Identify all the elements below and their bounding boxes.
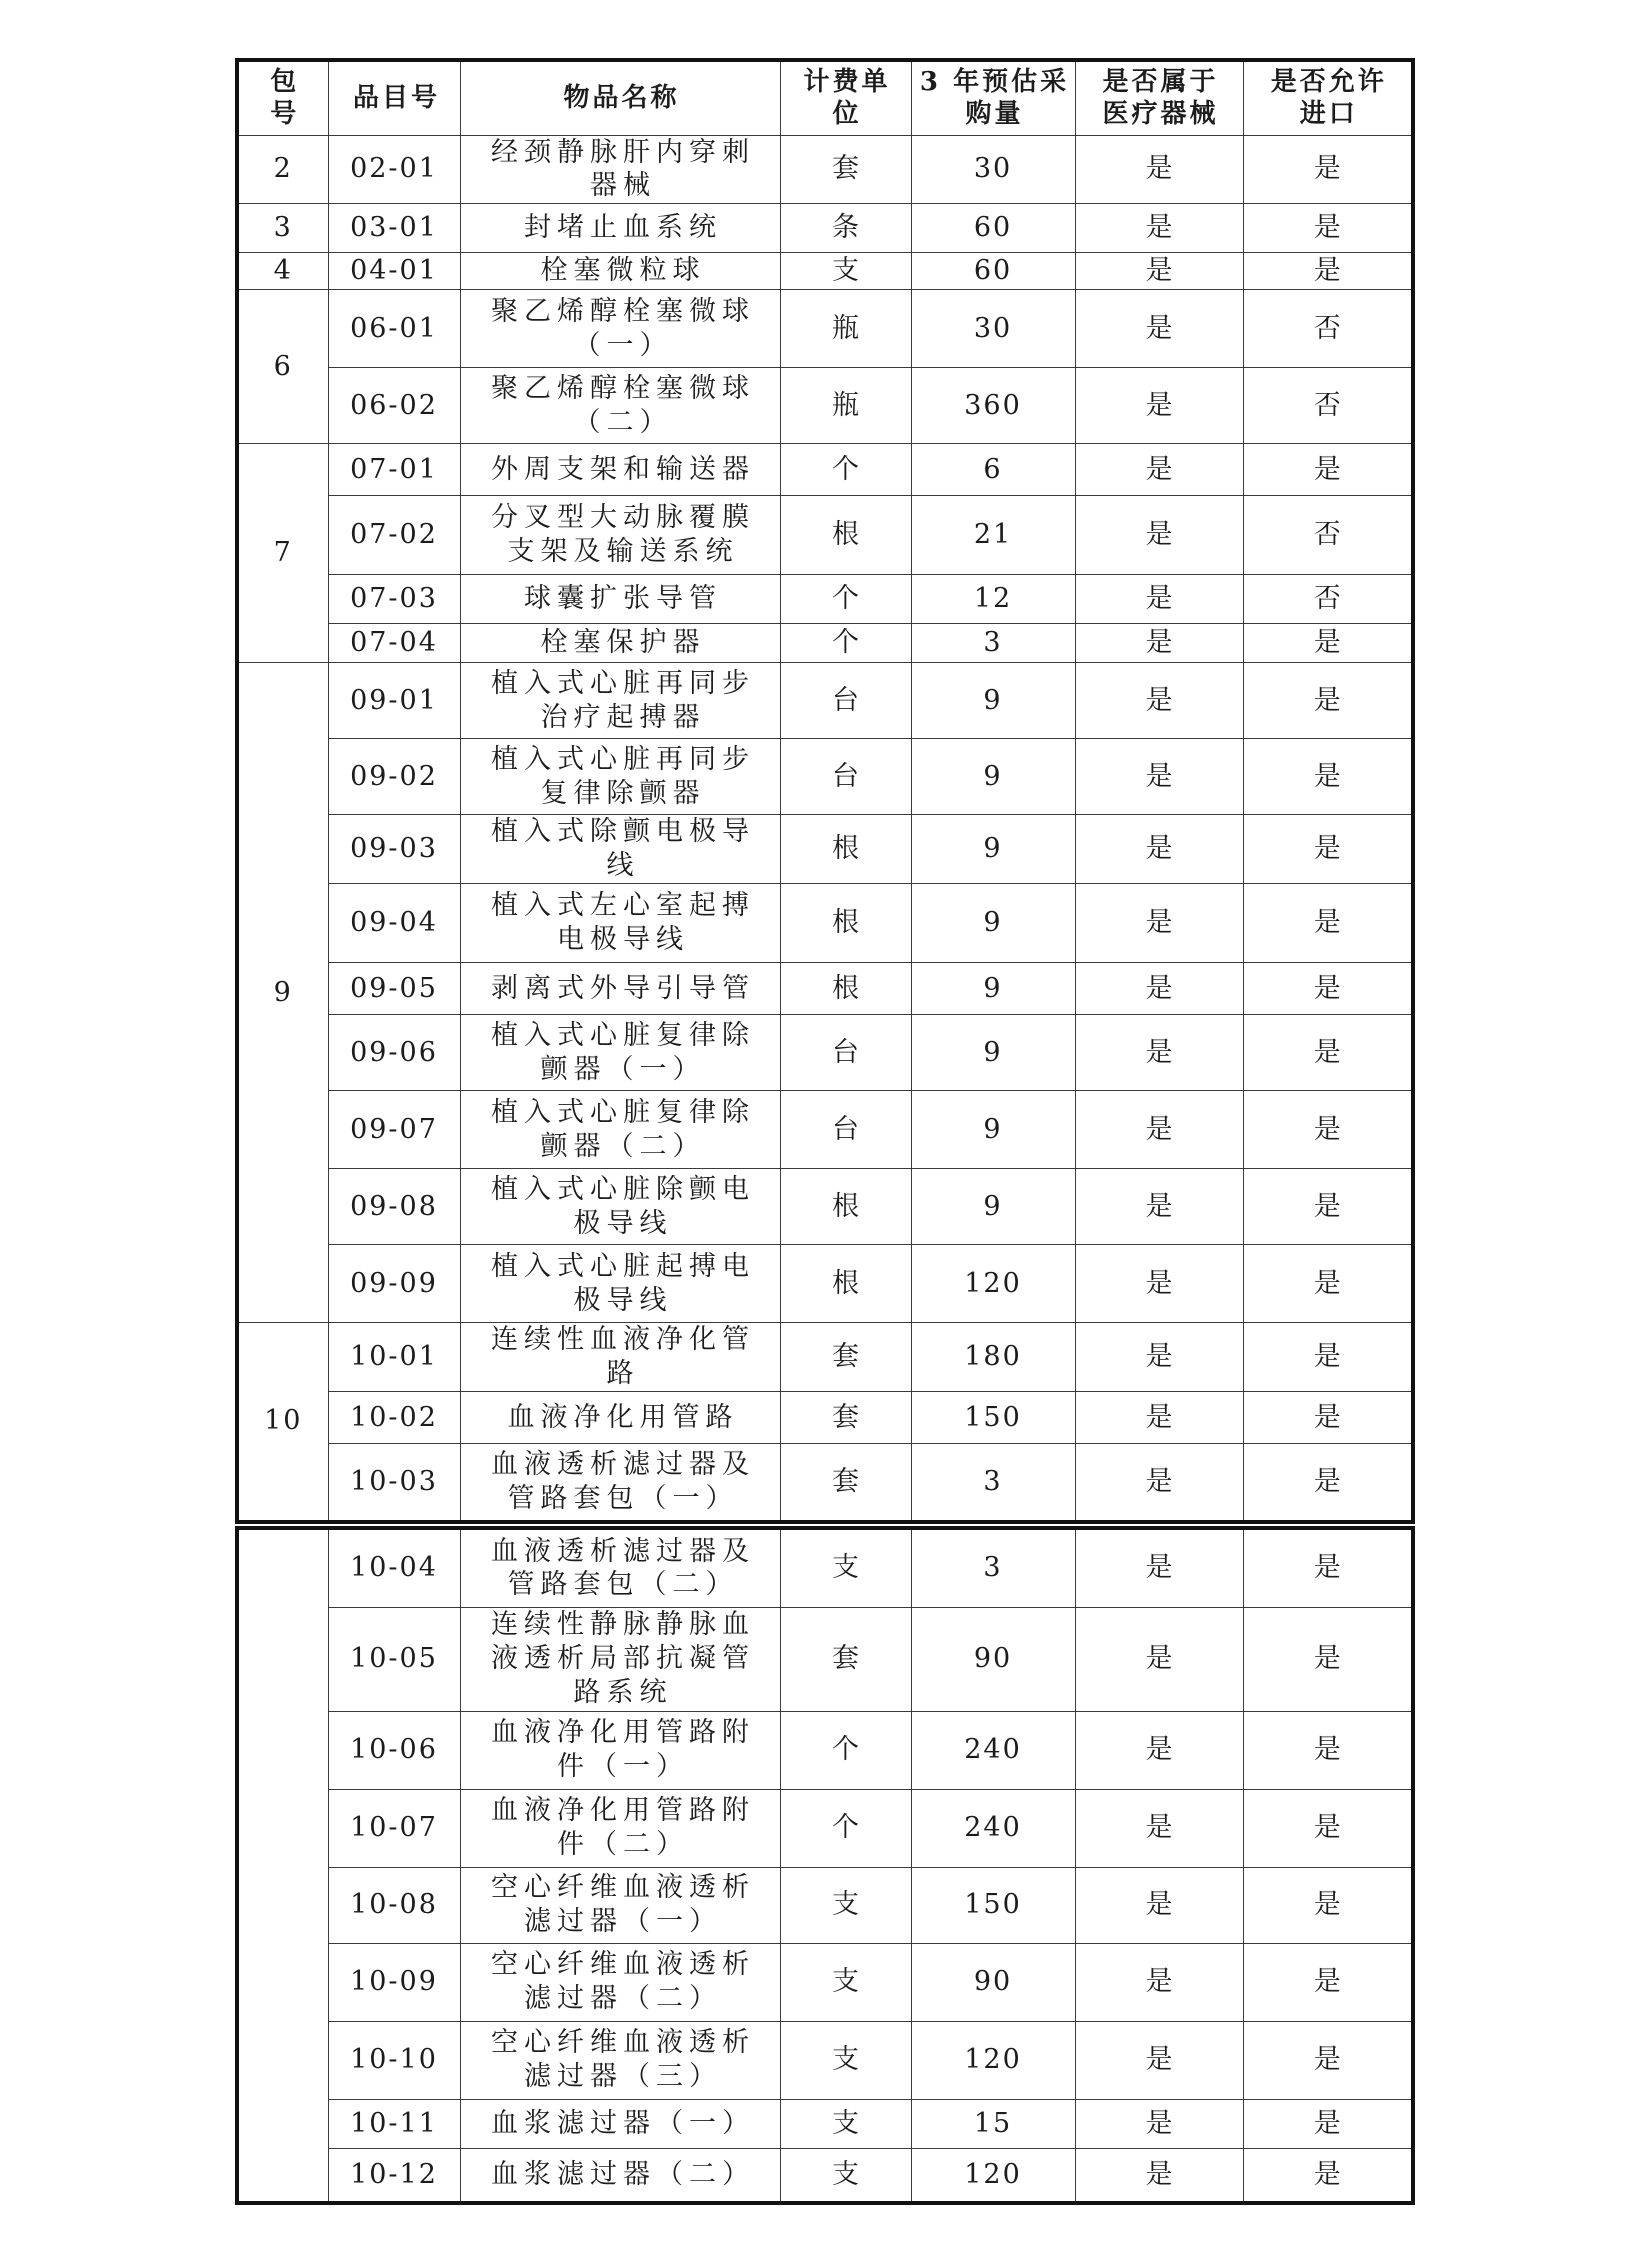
- item-name-text: 栓塞保护器: [540, 627, 706, 659]
- billing-unit-cell: 支: [780, 1943, 911, 2021]
- medical-device-cell: 是: [1075, 1943, 1243, 2021]
- quantity-cell: 9: [911, 884, 1075, 963]
- quantity-cell: 21: [911, 496, 1075, 575]
- table-row: [237, 204, 1413, 253]
- billing-unit-cell: 台: [780, 663, 911, 739]
- item-name-cell: [460, 1867, 780, 1943]
- header-import-allowed-text: 是否允许进口: [1270, 66, 1387, 130]
- medical-device-cell: 是: [1075, 204, 1243, 253]
- table-row: [237, 1943, 1413, 2021]
- import-allowed-cell: 是: [1243, 1711, 1413, 1789]
- table-row: [237, 135, 1413, 204]
- item-code-cell: 10-10: [328, 2021, 460, 2099]
- item-name-text: 连续性血液净化管路: [491, 1324, 755, 1389]
- item-code-cell: 09-03: [328, 815, 460, 884]
- import-allowed-cell: 是: [1243, 135, 1413, 204]
- medical-device-cell: 是: [1075, 1392, 1243, 1444]
- medical-device-cell: 是: [1075, 290, 1243, 368]
- item-name-cell: [460, 444, 780, 496]
- item-name-text: 植入式心脏复律除颤器（二）: [491, 1096, 755, 1162]
- quantity-cell: 30: [911, 135, 1075, 204]
- billing-unit-cell: 套: [780, 1392, 911, 1444]
- table-row: [237, 575, 1413, 624]
- quantity-cell: 9: [911, 1015, 1075, 1091]
- item-name-cell: [460, 739, 780, 815]
- item-name-cell: [460, 1015, 780, 1091]
- quantity-cell: 180: [911, 1323, 1075, 1392]
- item-name-text: 空心纤维血液透析滤过器（三）: [491, 2027, 755, 2092]
- medical-device-cell: 是: [1075, 496, 1243, 575]
- item-name-cell: [460, 368, 780, 444]
- billing-unit-cell: 个: [780, 575, 911, 624]
- table-row: [237, 1169, 1413, 1245]
- item-name-text: 血液净化用管路附件（二）: [491, 1795, 755, 1860]
- quantity-cell: 60: [911, 204, 1075, 253]
- item-name-cell: [460, 884, 780, 963]
- item-code-cell: 02-01: [328, 135, 460, 204]
- medical-device-cell: 是: [1075, 1867, 1243, 1943]
- import-allowed-cell: 是: [1243, 2148, 1413, 2203]
- billing-unit-cell: 瓶: [780, 368, 911, 444]
- item-name-text: 剥离式外导引导管: [491, 972, 755, 1004]
- table-row: [237, 1867, 1413, 1943]
- quantity-cell: 120: [911, 1245, 1075, 1323]
- item-name-text: 分叉型大动脉覆膜支架及输送系统: [491, 502, 755, 567]
- item-code-cell: 10-11: [328, 2099, 460, 2148]
- table-row: [237, 1323, 1413, 1392]
- import-allowed-cell: 是: [1243, 624, 1413, 663]
- medical-device-cell: 是: [1075, 1607, 1243, 1711]
- medical-device-cell: 是: [1075, 663, 1243, 739]
- item-code-cell: 09-01: [328, 663, 460, 739]
- medical-device-cell: 是: [1075, 624, 1243, 663]
- item-name-cell: [460, 1323, 780, 1392]
- billing-unit-cell: 套: [780, 135, 911, 204]
- item-code-cell: 10-09: [328, 1943, 460, 2021]
- billing-unit-cell: 个: [780, 1711, 911, 1789]
- item-name-cell: [460, 2148, 780, 2203]
- import-allowed-cell: 是: [1243, 1528, 1413, 1607]
- table-row: [237, 1607, 1413, 1711]
- quantity-cell: 90: [911, 1943, 1075, 2021]
- item-name-text: 球囊扩张导管: [524, 583, 722, 615]
- header-package-no-text: 包号: [270, 66, 300, 130]
- table-row: [237, 444, 1413, 496]
- import-allowed-cell: 是: [1243, 1789, 1413, 1867]
- item-name-text: 连续性静脉静脉血液透析局部抗凝管路系统: [491, 1609, 755, 1708]
- medical-device-cell: 是: [1075, 1711, 1243, 1789]
- quantity-cell: 360: [911, 368, 1075, 444]
- item-code-cell: 10-04: [328, 1528, 460, 1607]
- medical-device-cell: 是: [1075, 1528, 1243, 1607]
- import-allowed-cell: 是: [1243, 1323, 1413, 1392]
- quantity-cell: 150: [911, 1867, 1075, 1943]
- item-name-cell: [460, 624, 780, 663]
- item-name-cell: [460, 496, 780, 575]
- quantity-cell: 30: [911, 290, 1075, 368]
- quantity-cell: 120: [911, 2021, 1075, 2099]
- header-three-year-qty: [911, 60, 1075, 135]
- import-allowed-cell: 是: [1243, 2099, 1413, 2148]
- import-allowed-cell: 是: [1243, 253, 1413, 290]
- billing-unit-cell: 支: [780, 1528, 911, 1607]
- table-row: [237, 2148, 1413, 2203]
- quantity-cell: 3: [911, 624, 1075, 663]
- billing-unit-cell: 台: [780, 1091, 911, 1169]
- package-number-cell: 9: [237, 663, 328, 1323]
- table-row: [237, 1245, 1413, 1323]
- medical-device-cell: 是: [1075, 1444, 1243, 1522]
- item-name-text: 封堵止血系统: [524, 212, 722, 244]
- quantity-cell: 60: [911, 253, 1075, 290]
- billing-unit-cell: 套: [780, 1607, 911, 1711]
- billing-unit-cell: 根: [780, 884, 911, 963]
- import-allowed-cell: 是: [1243, 815, 1413, 884]
- billing-unit-cell: 台: [780, 739, 911, 815]
- quantity-cell: 9: [911, 739, 1075, 815]
- header-billing-unit-text: 计费单位: [803, 66, 891, 130]
- import-allowed-cell: 是: [1243, 963, 1413, 1015]
- import-allowed-cell: 否: [1243, 290, 1413, 368]
- item-name-text: 空心纤维血液透析滤过器（一）: [491, 1872, 755, 1937]
- item-code-cell: 10-06: [328, 1711, 460, 1789]
- medical-device-cell: 是: [1075, 1323, 1243, 1392]
- billing-unit-cell: 根: [780, 815, 911, 884]
- package-number-cell: 7: [237, 444, 328, 663]
- header-package-no: [237, 60, 328, 135]
- item-name-cell: [460, 1943, 780, 2021]
- item-name-text: 血液净化用管路附件（一）: [491, 1717, 755, 1782]
- billing-unit-cell: 支: [780, 253, 911, 290]
- item-code-cell: 04-01: [328, 253, 460, 290]
- import-allowed-cell: 是: [1243, 444, 1413, 496]
- quantity-cell: 150: [911, 1392, 1075, 1444]
- item-name-cell: [460, 1607, 780, 1711]
- table-row: [237, 1711, 1413, 1789]
- item-name-cell: [460, 135, 780, 204]
- item-code-cell: 09-08: [328, 1169, 460, 1245]
- billing-unit-cell: 根: [780, 1169, 911, 1245]
- medical-device-cell: 是: [1075, 1015, 1243, 1091]
- medical-device-cell: 是: [1075, 2099, 1243, 2148]
- header-item-code-text: 品目号: [352, 83, 440, 113]
- item-name-cell: [460, 1528, 780, 1607]
- package-number-cell: [237, 1528, 328, 2203]
- item-code-cell: 10-01: [328, 1323, 460, 1392]
- item-name-cell: [460, 663, 780, 739]
- table-row: [237, 1091, 1413, 1169]
- item-name-text: 血液净化用管路: [507, 1401, 739, 1433]
- billing-unit-cell: 支: [780, 2099, 911, 2148]
- table-row: [237, 1444, 1413, 1522]
- quantity-cell: 12: [911, 575, 1075, 624]
- import-allowed-cell: 是: [1243, 1444, 1413, 1522]
- billing-unit-cell: 支: [780, 2021, 911, 2099]
- item-name-cell: [460, 1245, 780, 1323]
- table-row: [237, 1528, 1413, 1607]
- item-name-text: 植入式心脏复律除颤器（一）: [491, 1019, 755, 1085]
- quantity-cell: 240: [911, 1789, 1075, 1867]
- package-number-cell: 3: [237, 204, 328, 253]
- medical-device-cell: 是: [1075, 1091, 1243, 1169]
- quantity-cell: 9: [911, 815, 1075, 884]
- item-name-cell: [460, 253, 780, 290]
- item-code-cell: 09-07: [328, 1091, 460, 1169]
- item-code-cell: 06-02: [328, 368, 460, 444]
- item-code-cell: 10-12: [328, 2148, 460, 2203]
- import-allowed-cell: 是: [1243, 1943, 1413, 2021]
- billing-unit-cell: 瓶: [780, 290, 911, 368]
- item-name-text: 植入式心脏起搏电极导线: [491, 1250, 755, 1316]
- procurement-table-part2: [235, 1526, 1415, 2205]
- header-row: [237, 60, 1413, 135]
- item-name-text: 外周支架和输送器: [491, 453, 755, 485]
- table-row: [237, 663, 1413, 739]
- table-row: [237, 1789, 1413, 1867]
- package-number-cell: 6: [237, 290, 328, 444]
- quantity-cell: 6: [911, 444, 1075, 496]
- quantity-cell: 9: [911, 663, 1075, 739]
- import-allowed-cell: 否: [1243, 496, 1413, 575]
- billing-unit-cell: 个: [780, 1789, 911, 1867]
- billing-unit-cell: 套: [780, 1323, 911, 1392]
- item-name-text: 植入式心脏再同步治疗起搏器: [491, 667, 755, 733]
- table-row: [237, 963, 1413, 1015]
- medical-device-cell: 是: [1075, 739, 1243, 815]
- item-name-cell: [460, 290, 780, 368]
- item-name-cell: [460, 1789, 780, 1867]
- table-row: [237, 1392, 1413, 1444]
- item-name-text: 血浆滤过器（二）: [491, 2158, 755, 2190]
- package-number-cell: 2: [237, 135, 328, 204]
- medical-device-cell: 是: [1075, 575, 1243, 624]
- item-name-cell: [460, 815, 780, 884]
- billing-unit-cell: 个: [780, 444, 911, 496]
- medical-device-cell: 是: [1075, 1789, 1243, 1867]
- quantity-cell: 15: [911, 2099, 1075, 2148]
- medical-device-cell: 是: [1075, 444, 1243, 496]
- header-item-name-text: 物品名称: [563, 83, 680, 113]
- quantity-cell: 9: [911, 1091, 1075, 1169]
- table-row: [237, 253, 1413, 290]
- item-code-cell: 10-02: [328, 1392, 460, 1444]
- item-code-cell: 10-03: [328, 1444, 460, 1522]
- table-row: [237, 2021, 1413, 2099]
- item-name-text: 血浆滤过器（一）: [491, 2107, 755, 2139]
- item-name-cell: [460, 575, 780, 624]
- item-code-cell: 03-01: [328, 204, 460, 253]
- item-code-cell: 09-06: [328, 1015, 460, 1091]
- item-name-text: 植入式左心室起搏电极导线: [491, 890, 755, 955]
- item-name-text: 植入式心脏除颤电极导线: [491, 1173, 755, 1239]
- header-is-medical-device: [1075, 60, 1243, 135]
- medical-device-cell: 是: [1075, 1245, 1243, 1323]
- quantity-cell: 240: [911, 1711, 1075, 1789]
- table-row: [237, 815, 1413, 884]
- import-allowed-cell: 是: [1243, 2021, 1413, 2099]
- item-code-cell: 10-05: [328, 1607, 460, 1711]
- item-name-cell: [460, 2021, 780, 2099]
- import-allowed-cell: 否: [1243, 575, 1413, 624]
- table-row: [237, 739, 1413, 815]
- table-row: [237, 368, 1413, 444]
- quantity-cell: 9: [911, 1169, 1075, 1245]
- quantity-cell: 3: [911, 1444, 1075, 1522]
- import-allowed-cell: 是: [1243, 1245, 1413, 1323]
- item-code-cell: 07-03: [328, 575, 460, 624]
- header-item-code: [328, 60, 460, 135]
- import-allowed-cell: 是: [1243, 663, 1413, 739]
- package-number-cell: 10: [237, 1323, 328, 1522]
- quantity-cell: 9: [911, 963, 1075, 1015]
- item-code-cell: 10-08: [328, 1867, 460, 1943]
- item-name-text: 血液透析滤过器及管路套包（一）: [491, 1449, 755, 1514]
- item-name-cell: [460, 2099, 780, 2148]
- item-name-text: 植入式心脏再同步复律除颤器: [491, 743, 755, 809]
- medical-device-cell: 是: [1075, 2021, 1243, 2099]
- item-name-text: 聚乙烯醇栓塞微球（二）: [491, 372, 755, 438]
- billing-unit-cell: 支: [780, 2148, 911, 2203]
- item-code-cell: 07-04: [328, 624, 460, 663]
- quantity-cell: 90: [911, 1607, 1075, 1711]
- item-code-cell: 10-07: [328, 1789, 460, 1867]
- header-three-year-qty-text: 3 年预估采购量: [919, 66, 1070, 130]
- import-allowed-cell: 是: [1243, 1392, 1413, 1444]
- medical-device-cell: 是: [1075, 135, 1243, 204]
- header-billing-unit: [780, 60, 911, 135]
- item-name-cell: [460, 1711, 780, 1789]
- billing-unit-cell: 根: [780, 496, 911, 575]
- billing-unit-cell: 套: [780, 1444, 911, 1522]
- table-row: [237, 290, 1413, 368]
- item-code-cell: 06-01: [328, 290, 460, 368]
- table-row: [237, 624, 1413, 663]
- table-row: [237, 2099, 1413, 2148]
- header-import-allowed: [1243, 60, 1413, 135]
- item-code-cell: 09-05: [328, 963, 460, 1015]
- medical-device-cell: 是: [1075, 1169, 1243, 1245]
- item-code-cell: 07-02: [328, 496, 460, 575]
- import-allowed-cell: 是: [1243, 884, 1413, 963]
- table-row: [237, 884, 1413, 963]
- item-name-cell: [460, 1091, 780, 1169]
- item-name-cell: [460, 1169, 780, 1245]
- table-row: [237, 1015, 1413, 1091]
- medical-device-cell: 是: [1075, 253, 1243, 290]
- item-code-cell: 07-01: [328, 444, 460, 496]
- medical-device-cell: 是: [1075, 884, 1243, 963]
- item-name-cell: [460, 1444, 780, 1522]
- medical-device-cell: 是: [1075, 815, 1243, 884]
- package-number-cell: 4: [237, 253, 328, 290]
- header-item-name: [460, 60, 780, 135]
- billing-unit-cell: 个: [780, 624, 911, 663]
- import-allowed-cell: 是: [1243, 1015, 1413, 1091]
- item-code-cell: 09-02: [328, 739, 460, 815]
- billing-unit-cell: 根: [780, 963, 911, 1015]
- billing-unit-cell: 条: [780, 204, 911, 253]
- header-is-medical-device-text: 是否属于医疗器械: [1102, 66, 1219, 130]
- medical-device-cell: 是: [1075, 368, 1243, 444]
- billing-unit-cell: 根: [780, 1245, 911, 1323]
- item-name-text: 空心纤维血液透析滤过器（二）: [491, 1949, 755, 2014]
- item-name-text: 聚乙烯醇栓塞微球（一）: [491, 295, 755, 361]
- import-allowed-cell: 否: [1243, 368, 1413, 444]
- import-allowed-cell: 是: [1243, 1607, 1413, 1711]
- import-allowed-cell: 是: [1243, 1169, 1413, 1245]
- table-row: [237, 496, 1413, 575]
- item-name-text: 植入式除颤电极导线: [491, 816, 755, 881]
- import-allowed-cell: 是: [1243, 739, 1413, 815]
- import-allowed-cell: 是: [1243, 1091, 1413, 1169]
- import-allowed-cell: 是: [1243, 204, 1413, 253]
- item-code-cell: 09-09: [328, 1245, 460, 1323]
- medical-device-cell: 是: [1075, 963, 1243, 1015]
- billing-unit-cell: 支: [780, 1867, 911, 1943]
- quantity-cell: 3: [911, 1528, 1075, 1607]
- item-name-cell: [460, 204, 780, 253]
- item-name-text: 血液透析滤过器及管路套包（二）: [491, 1535, 755, 1601]
- item-name-cell: [460, 963, 780, 1015]
- procurement-table-part1: [235, 58, 1415, 1524]
- item-code-cell: 09-04: [328, 884, 460, 963]
- item-name-text: 经颈静脉肝内穿刺器械: [491, 136, 755, 202]
- quantity-cell: 120: [911, 2148, 1075, 2203]
- billing-unit-cell: 台: [780, 1015, 911, 1091]
- import-allowed-cell: 是: [1243, 1867, 1413, 1943]
- item-name-cell: [460, 1392, 780, 1444]
- item-name-text: 栓塞微粒球: [540, 255, 706, 287]
- medical-device-cell: 是: [1075, 2148, 1243, 2203]
